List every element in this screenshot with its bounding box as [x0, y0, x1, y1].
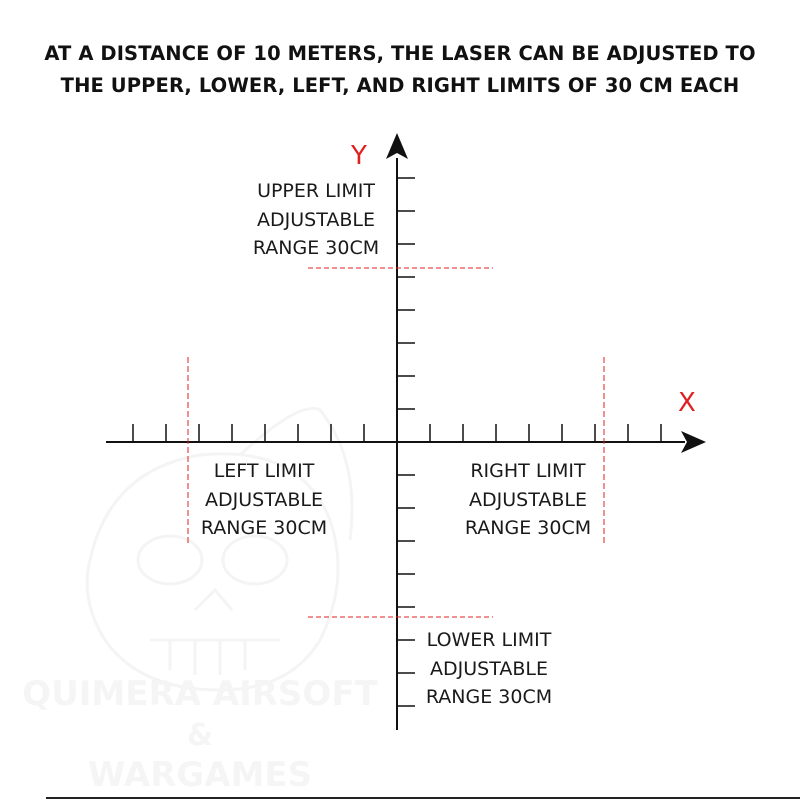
- lower-limit-line-3: RANGE 30CM: [425, 686, 553, 708]
- left-limit-label: [194, 457, 334, 543]
- bottom-divider: [46, 797, 800, 799]
- right-limit-line-3: RANGE 30CM: [464, 517, 592, 539]
- upper-limit-line-3: RANGE 30CM: [252, 237, 380, 259]
- right-limit-label: [458, 457, 598, 543]
- lower-limit-label: [419, 626, 559, 712]
- left-limit-line-3: RANGE 30CM: [200, 517, 328, 539]
- upper-limit-line-1: UPPER LIMIT: [257, 180, 375, 202]
- left-limit-line-1: LEFT LIMIT: [213, 460, 315, 482]
- watermark-line-1: QUIMERA AIRSOFT: [22, 674, 378, 714]
- y-axis-arrow-icon: [386, 133, 408, 159]
- lower-limit-line-2: ADJUSTABLE: [430, 657, 548, 680]
- right-limit-line-2: ADJUSTABLE: [469, 488, 587, 511]
- upper-limit-label: [246, 177, 386, 263]
- y-axis-label: Y: [351, 141, 367, 171]
- watermark-line-2: &: [186, 718, 214, 753]
- left-limit-line-2: ADJUSTABLE: [205, 488, 323, 511]
- title-line-1: AT A DISTANCE OF 10 METERS, THE LASER CAN BE ADJUSTED TO: [44, 42, 756, 65]
- title-line-2: THE UPPER, LOWER, LEFT, AND RIGHT LIMITS OF 30 CM EACH: [60, 74, 740, 97]
- lower-limit-line-1: LOWER LIMIT: [426, 629, 552, 651]
- skull-watermark-icon: [87, 408, 352, 690]
- watermark-line-3: WARGAMES: [87, 755, 313, 795]
- right-limit-line-1: RIGHT LIMIT: [470, 460, 586, 482]
- x-axis-label: X: [678, 388, 696, 418]
- upper-limit-line-2: ADJUSTABLE: [257, 208, 375, 231]
